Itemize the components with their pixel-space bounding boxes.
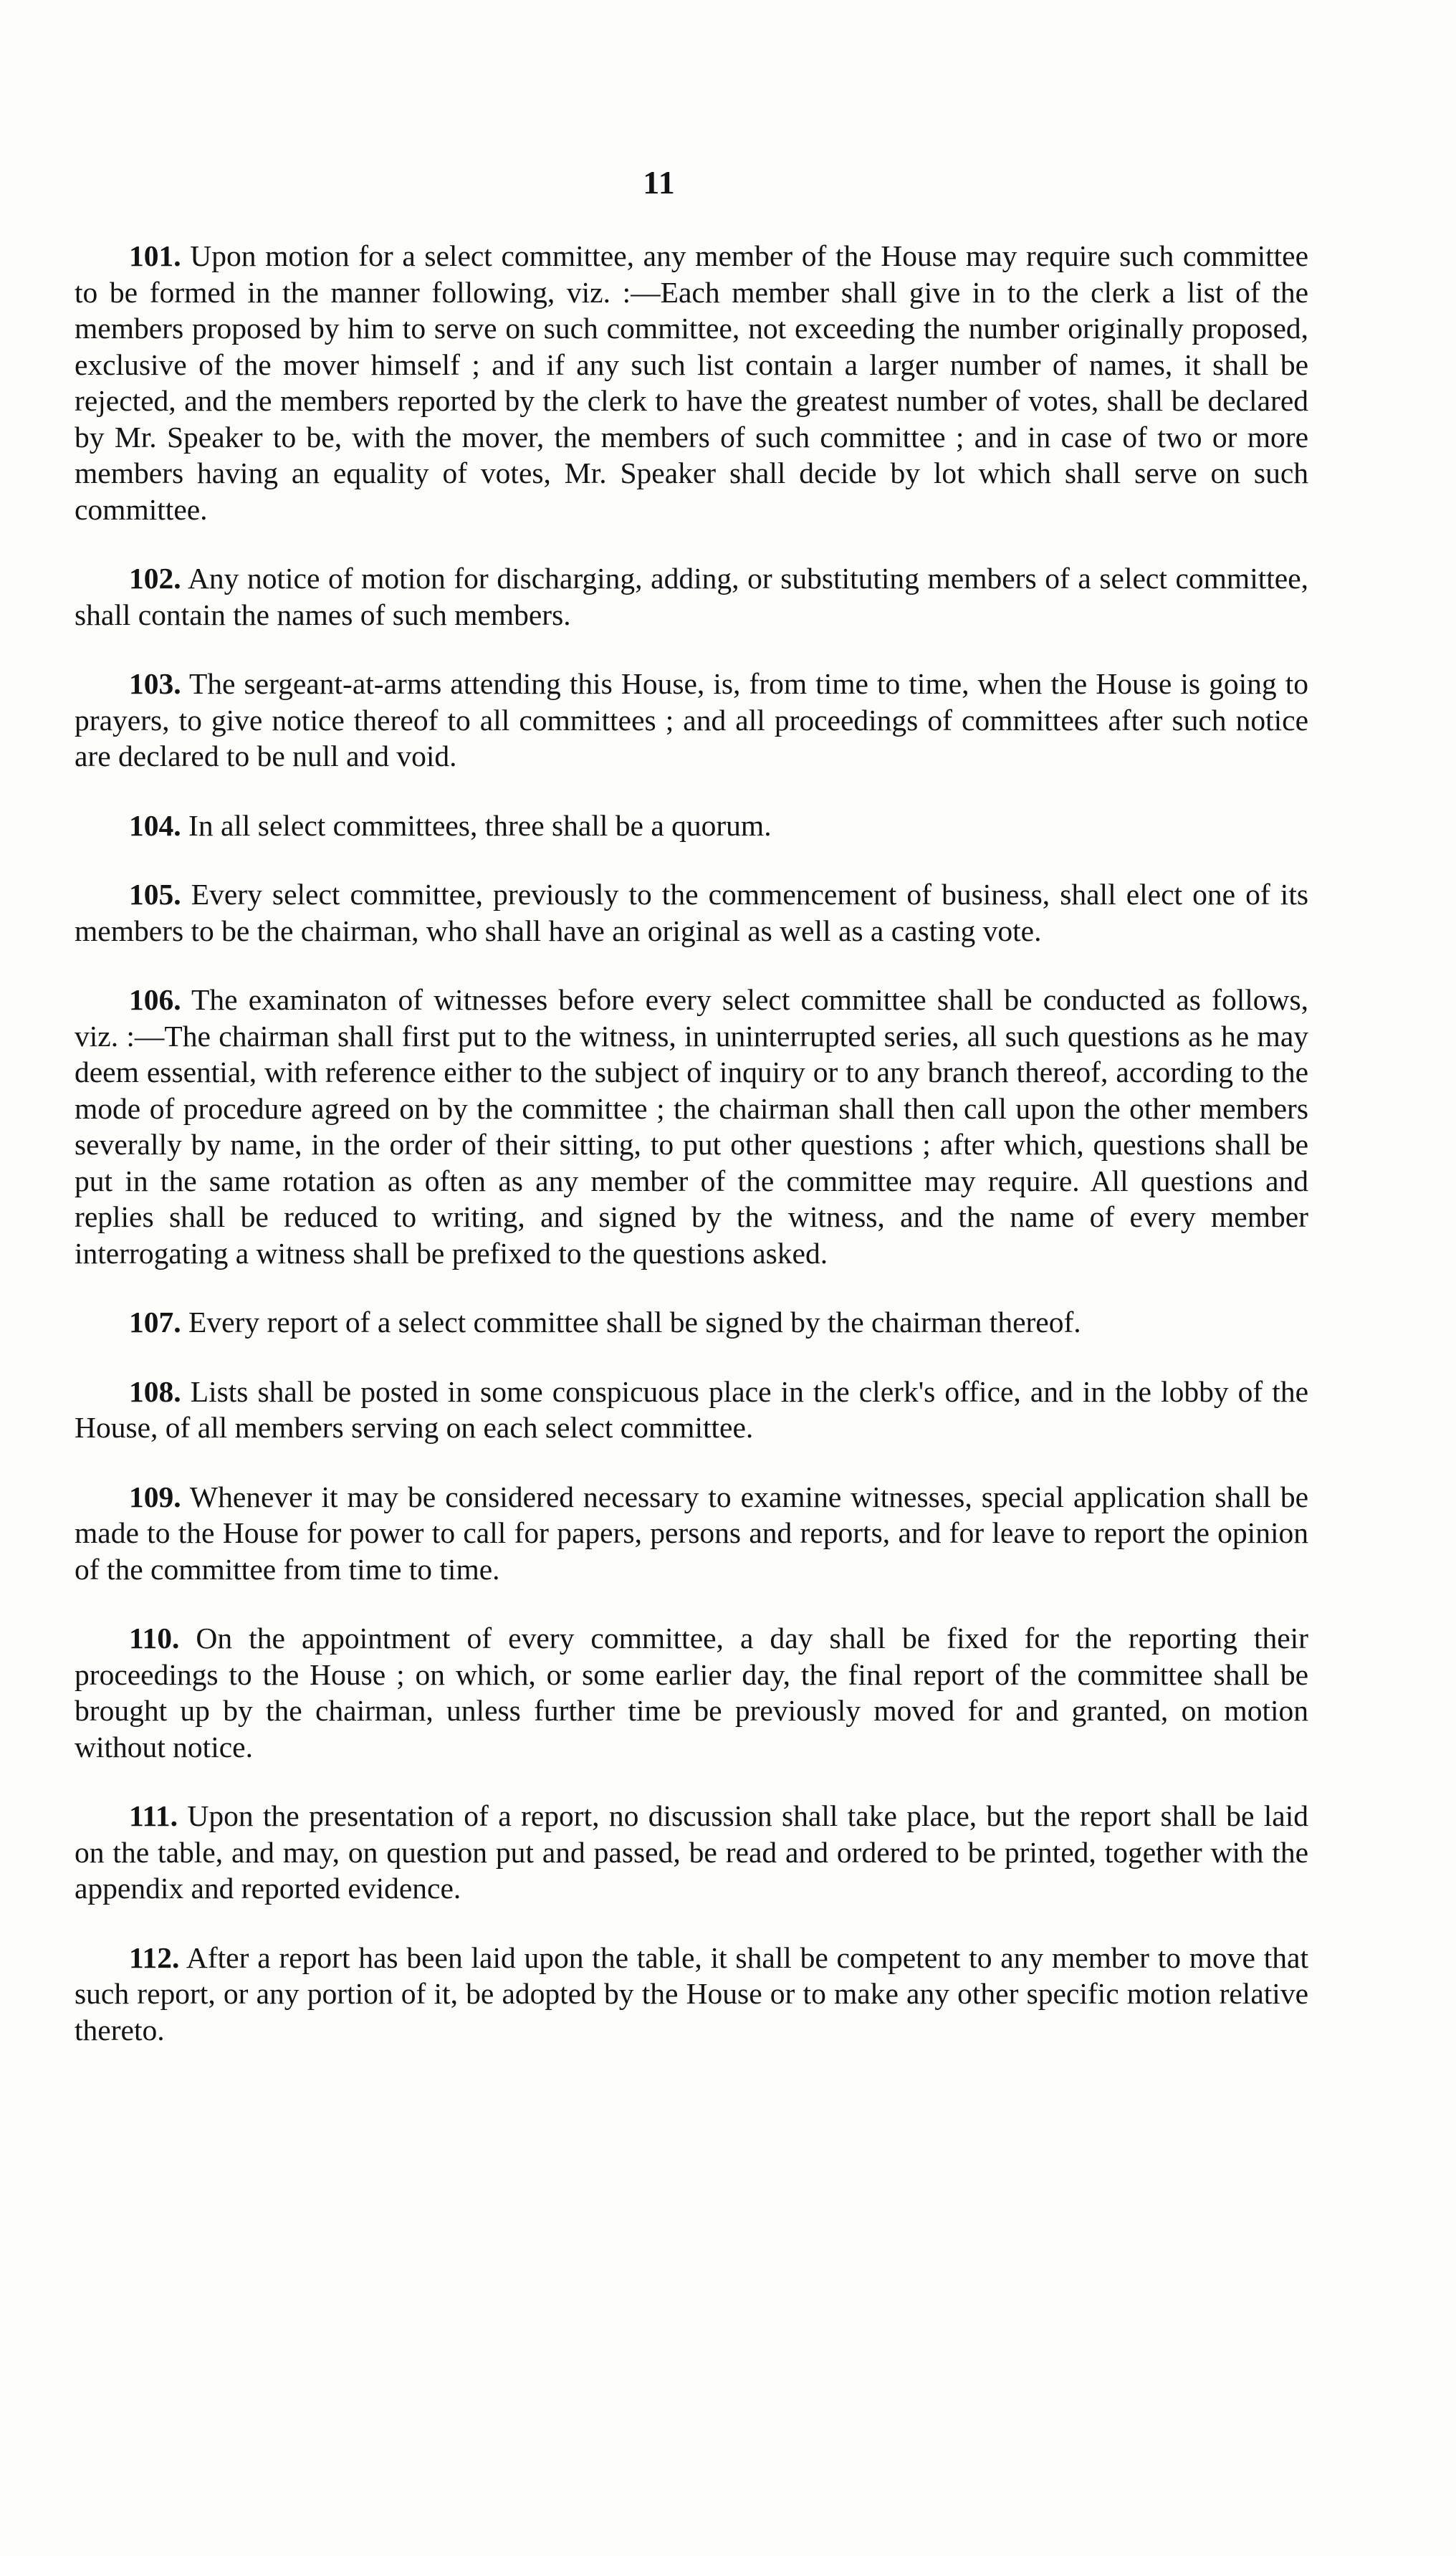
rule-number: 109. <box>129 1480 181 1513</box>
rule-text: In all select committees, three shall be a quorum. <box>188 808 772 842</box>
rule-number: 104. <box>129 808 181 842</box>
rule-107 <box>75 1304 1308 1341</box>
rule-102 <box>75 560 1308 633</box>
rule-text: Upon the presentation of a report, no discussion shall take place, but the report shall be laid on the table, and may, on question put and passed, be read and ordered to be printed, together with the appendix and reported evidence. <box>75 1799 1308 1905</box>
rules-body <box>75 238 1308 2081</box>
rule-106 <box>75 982 1308 1271</box>
rule-text: The sergeant-at-arms attending this House, is, from time to time, when the House is going to prayers, to give notice thereof to all committees ; and all proceedings of committees after such notice are declared to be null and void. <box>75 667 1308 772</box>
rule-text: Whenever it may be considered necessary to examine witnesses, special application shall be made to the House for power to call for papers, persons and reports, and for leave to report the opinion of the committee from time to time. <box>75 1480 1308 1586</box>
rule-number: 102. <box>129 562 181 595</box>
rule-number: 107. <box>129 1306 181 1339</box>
rule-text: After a report has been laid upon the table, it shall be competent to any member to move that such report, or any portion of it, be adopted by the House or to make any other specific motion relative thereto. <box>75 1940 1308 2047</box>
rule-109 <box>75 1479 1308 1588</box>
page-number: 11 <box>643 164 676 201</box>
rule-text: Lists shall be posted in some conspicuous place in the clerk's office, and in the lobby of the House, of all members serving on each select committee. <box>75 1374 1309 1444</box>
rule-110 <box>75 1620 1308 1765</box>
rule-number: 111. <box>129 1799 178 1832</box>
rule-text: On the appointment of every committee, a day shall be fixed for the reporting their proceedings to the House ; on which, or some earlier day, the final report of the committee shall be brought up by the chairman, unless further time be previously moved for and granted, on motion without notice. <box>75 1622 1309 1763</box>
rule-number: 110. <box>129 1622 180 1655</box>
rule-number: 103. <box>129 667 181 700</box>
rule-number: 105. <box>129 878 181 911</box>
rule-text: Every report of a select committee shall be signed by the chairman thereof. <box>188 1306 1081 1339</box>
rule-number: 106. <box>129 983 181 1016</box>
rule-112 <box>75 1940 1308 2049</box>
rule-number: 112. <box>129 1940 180 1974</box>
rule-number: 108. <box>129 1374 181 1408</box>
rule-108 <box>75 1374 1308 1446</box>
rule-103 <box>75 666 1308 775</box>
rule-105 <box>75 876 1308 949</box>
rule-text: Any notice of motion for discharging, adding, or substituting members of a select committee, shall contain the names of such members. <box>75 562 1308 631</box>
rule-number: 101. <box>129 239 181 272</box>
rule-104 <box>75 808 1308 844</box>
rule-text: Every select committee, previously to the commencement of business, shall elect one of its members to be the chairman, who shall have an original as well as a casting vote. <box>75 878 1309 947</box>
rule-text: The examinaton of witnesses before every select committee shall be conducted as follows, viz. :—The chairman shall first put to the witness, in uninterrupted series, all such questions as he may deem essential, with reference either to the subject of inquiry or to any branch thereof, according to the mode of procedure agreed on by the committee ; the chairman shall then call upon the other members severally by name, in the order of their sitting, to put other questions ; after which, questions shall be put in the same rotation as often as any member of the committee may require. All questions and replies shall be reduced to writing, and signed by the witness, and the name of every member interrogating a witness shall be prefixed to the questions asked. <box>75 983 1308 1270</box>
rule-101 <box>75 238 1308 527</box>
rule-text: Upon motion for a select committee, any member of the House may require such committee to be formed in the manner following, viz. :—Each member shall give in to the clerk a list of the members proposed by him to serve on such committee, not exceeding the number originally proposed, exclusive of the mover himself ; and if any such list contain a larger number of names, it shall be rejected, and the members reported by the clerk to have the greatest number of votes, shall be declared by Mr. Speaker to be, with the mover, the members of such committee ; and in case of two or more members having an equality of votes, Mr. Speaker shall decide by lot which shall serve on such committee. <box>75 239 1308 526</box>
rule-111 <box>75 1798 1308 1907</box>
